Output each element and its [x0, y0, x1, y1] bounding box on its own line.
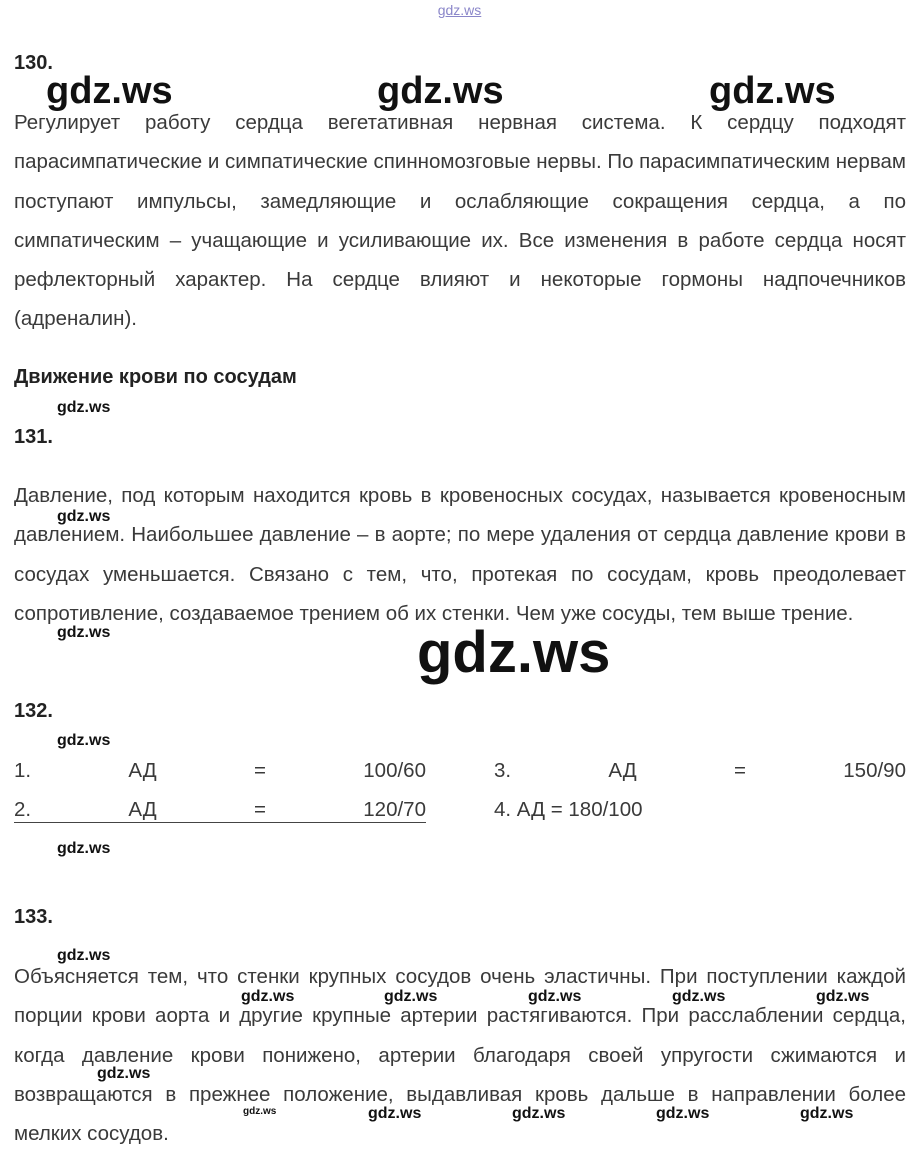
item-number: 2.	[14, 798, 32, 821]
watermark: gdz.ws	[57, 508, 111, 525]
item-equals: =	[253, 759, 266, 782]
watermark: gdz.ws	[57, 947, 111, 964]
list-item: 4. АД = 180/100	[494, 798, 643, 821]
watermark: gdz.ws	[709, 70, 836, 112]
watermark: gdz.ws	[241, 988, 295, 1005]
item-label: АД	[608, 759, 637, 782]
watermark: gdz.ws	[243, 1106, 277, 1117]
watermark: gdz.ws	[512, 1105, 566, 1122]
item-label: АД	[128, 759, 157, 782]
watermark: gdz.ws	[368, 1105, 422, 1122]
task-number: 130.	[14, 52, 53, 74]
item-value: 120/70	[363, 798, 426, 821]
watermark: gdz.ws	[800, 1105, 854, 1122]
watermark: gdz.ws	[57, 399, 111, 416]
item-number: 1.	[14, 759, 32, 782]
task-answer: Объясняется тем, что стенки крупных сосудов очень эластичны. При поступлении каждой порции крови аорта и другие крупные артерии растягиваются. При расслаблении сердца, когда давление крови понижено, артерии благодаря своей упругости сжимаются и возвращаются в прежнее положение, выдавливая кровь дальше в направлении более мелких сосудов.	[14, 965, 906, 1146]
watermark-top-link[interactable]: gdz.ws	[437, 2, 482, 18]
watermark: gdz.ws	[97, 1065, 151, 1082]
item-equals: =	[733, 759, 746, 782]
item-value: 100/60	[363, 759, 426, 782]
watermark: gdz.ws	[46, 70, 173, 112]
task-answer: Давление, под которым находится кровь в кровеносных сосудах, называется кровеносным давлением. Наибольшее давление – в аорте; по мере удаления от сердца давление крови в сосудах уменьшается. Связано с тем, что, протекая по сосудам, кровь преодолевает сопротивление, создаваемое трением об их стенки. Чем уже сосуды, тем выше трение.	[14, 484, 906, 625]
list-item	[14, 759, 426, 783]
task-answer: Регулирует работу сердца вегетативная нервная система. К сердцу подходят парасимпатические и симпатические спинномозговые нервы. По парасимпатическим нервам поступают импульсы, замедляющие и ослабляющие сокращения сердца, а по симпатическим – учащающие и усиливающие их. Все изменения в работе сердца носят рефлекторный характер. На сердце влияют и некоторые гормоны надпочечников (адреналин).	[14, 111, 906, 331]
item-value: 150/90	[843, 759, 906, 782]
watermark: gdz.ws	[377, 70, 504, 112]
task-number: 131.	[14, 426, 53, 448]
watermark: gdz.ws	[57, 624, 111, 641]
section-heading: Движение крови по сосудам	[14, 366, 297, 388]
watermark: gdz.ws	[816, 988, 870, 1005]
task-number: 133.	[14, 906, 53, 928]
item-label: АД	[128, 798, 157, 821]
list-item	[494, 759, 906, 783]
watermark: gdz.ws	[528, 988, 582, 1005]
watermark: gdz.ws	[672, 988, 726, 1005]
item-equals: =	[253, 798, 266, 821]
watermark: gdz.ws	[417, 620, 611, 685]
watermark: gdz.ws	[57, 840, 111, 857]
list-item	[14, 798, 426, 822]
watermark: gdz.ws	[57, 732, 111, 749]
underline-divider	[14, 822, 426, 823]
item-number: 3.	[494, 759, 512, 782]
watermark: gdz.ws	[384, 988, 438, 1005]
watermark: gdz.ws	[656, 1105, 710, 1122]
task-number: 132.	[14, 700, 53, 722]
